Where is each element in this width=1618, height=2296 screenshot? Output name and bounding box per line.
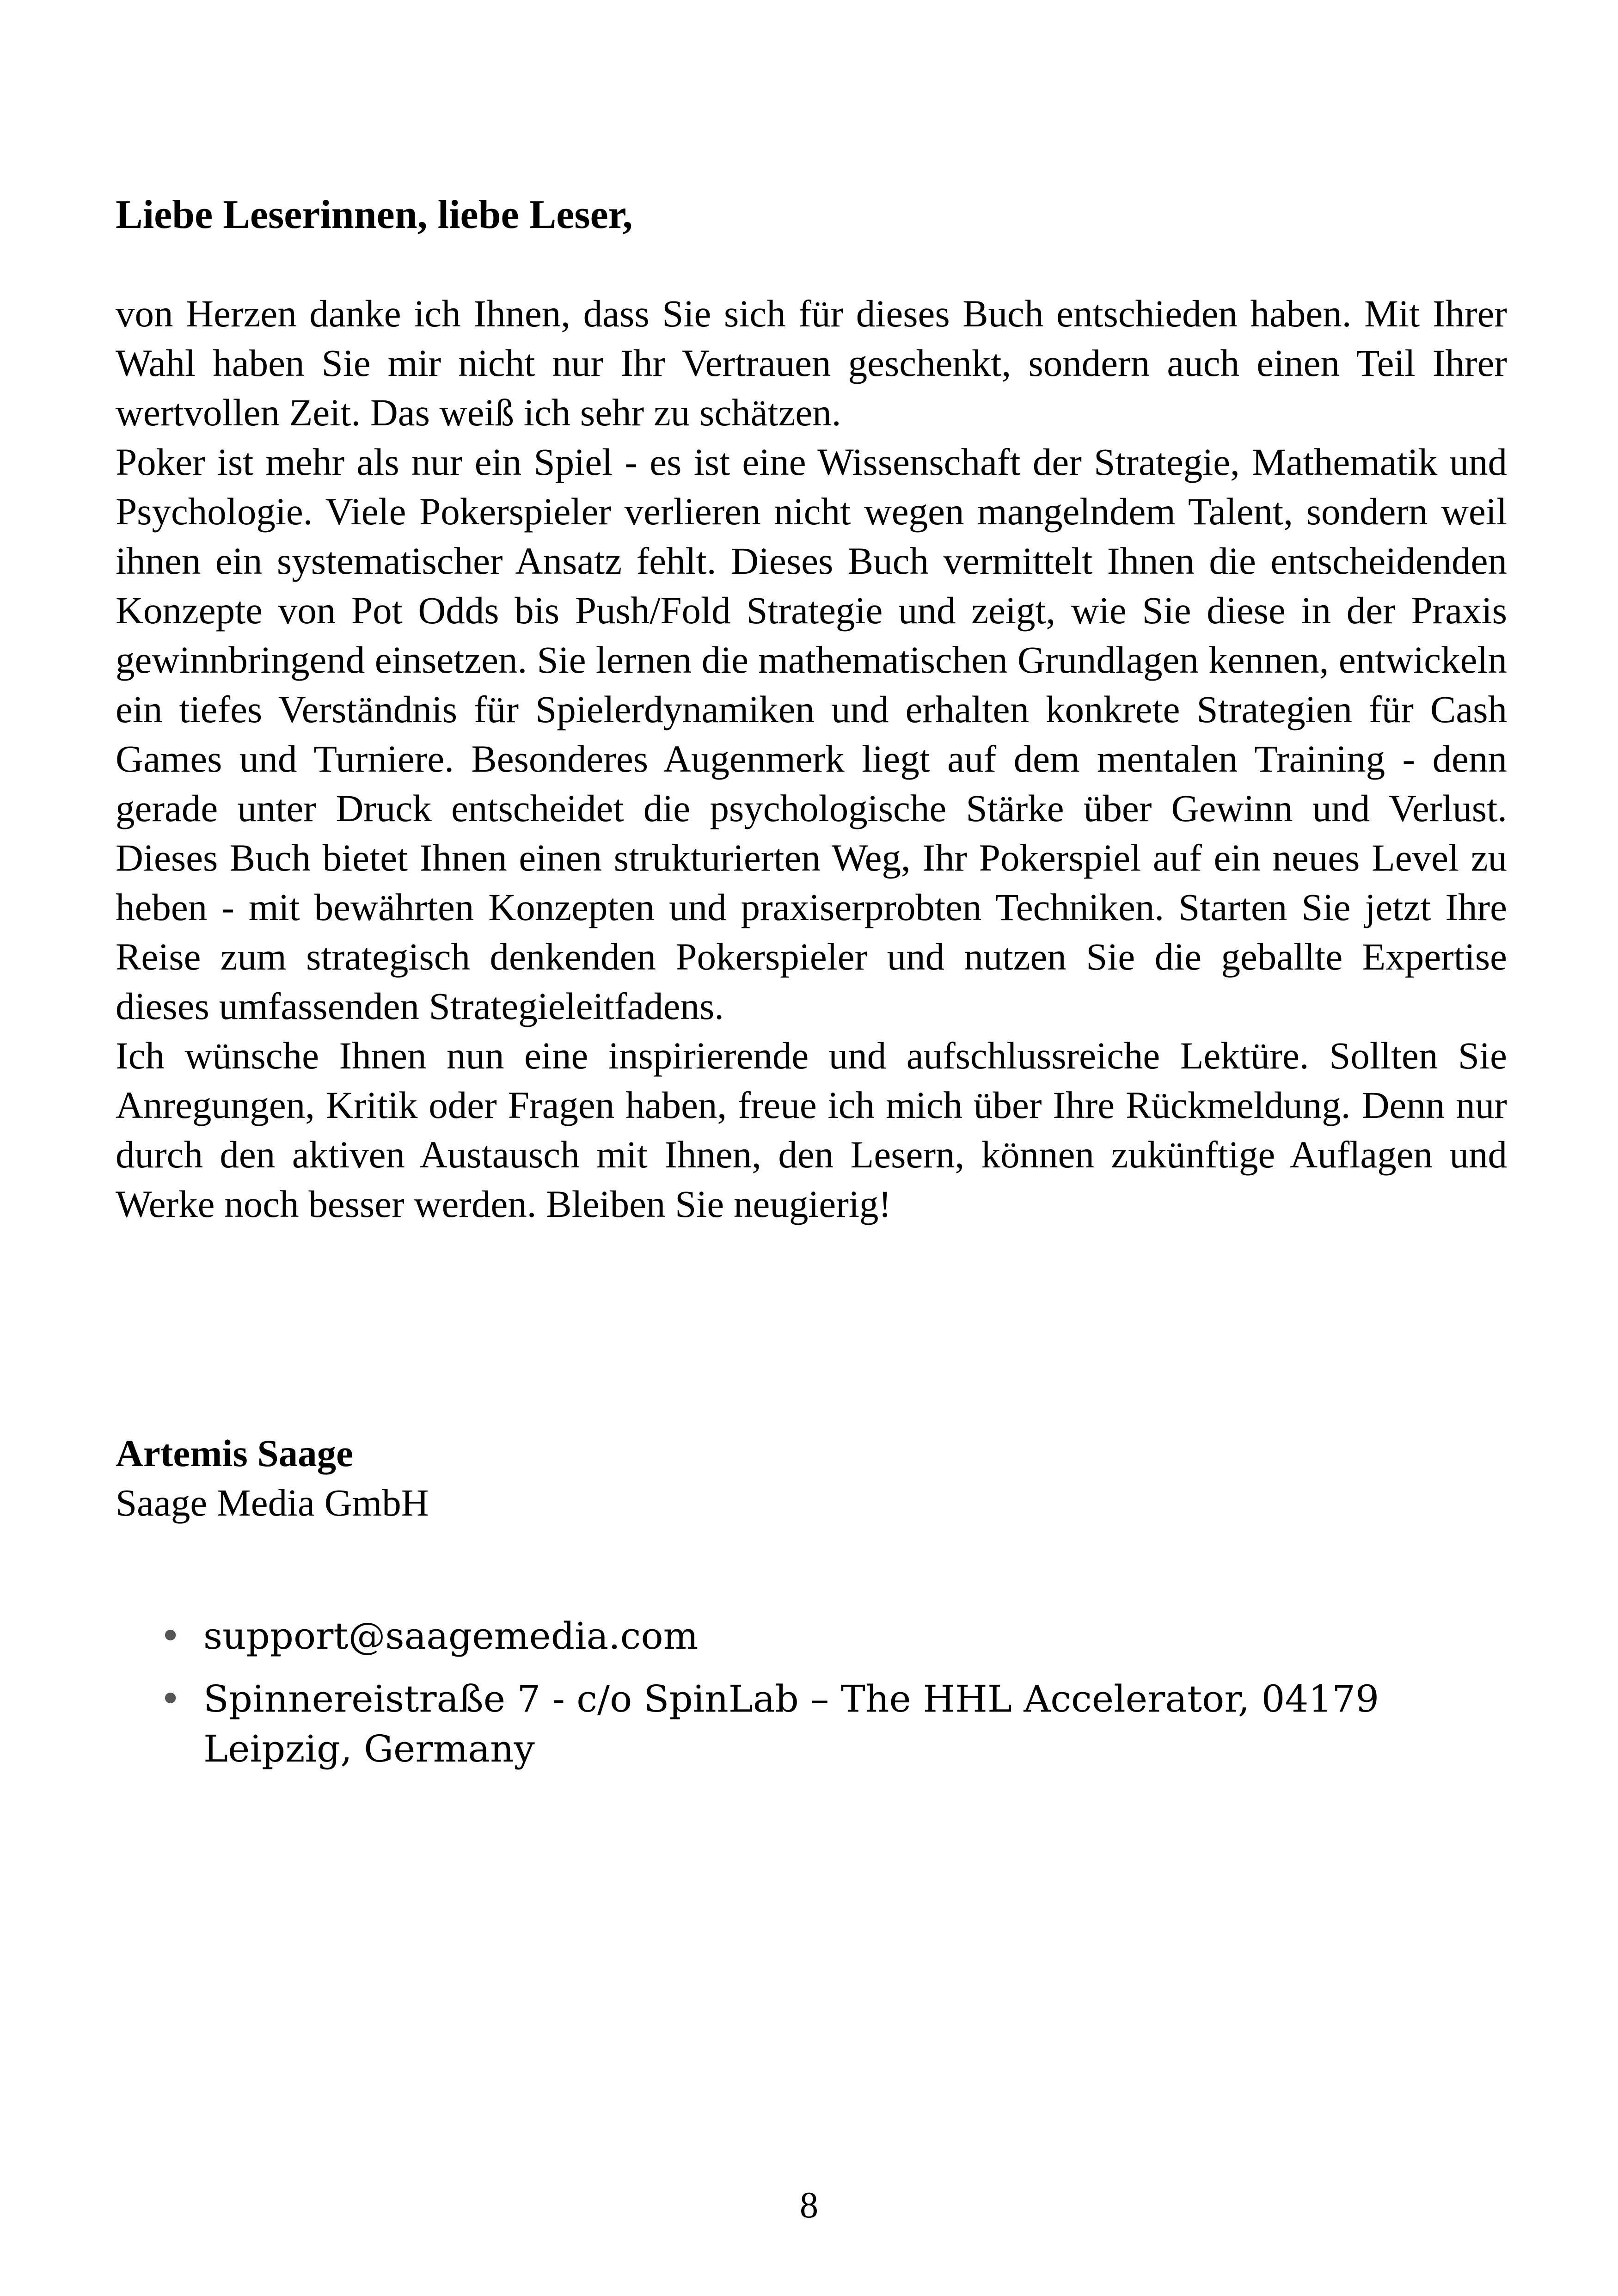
- signature-block: [116, 1429, 429, 1528]
- paragraph-thanks: von Herzen danke ich Ihnen, dass Sie sich für dieses Buch entschieden haben. Mit Ihrer Wahl haben Sie mir nicht nur Ihr Vertrauen geschenkt, sondern auch einen Teil Ihrer wertvollen Zeit. Das weiß ich sehr zu schätzen.: [116, 292, 1507, 434]
- contact-email-item: [159, 1611, 1500, 1661]
- contact-email: support@saagemedia.com: [203, 1615, 699, 1658]
- company-name: Saage Media GmbH: [116, 1481, 429, 1524]
- author-name: Artemis Saage: [116, 1432, 354, 1474]
- paragraph-book-summary: Poker ist mehr als nur ein Spiel - es ist eine Wissenschaft der Strategie, Mathematik und Psychologie. Viele Pokerspieler verlieren nicht wegen mangelndem Talent, sondern weil ihnen ein systematischer Ansatz fehlt. Dieses Buch vermittelt Ihnen die entscheidenden Konzepte von Pot Odds bis Push/Fold Strategie und zeigt, wie Sie diese in der Praxis gewinnbringend einsetzen. Sie lernen die mathematischen Grundlagen kennen, entwickeln ein tiefes Verständnis für Spielerdynamiken und erhalten konkrete Strategien für Cash Games und Turniere. Besonderes Augenmerk liegt auf dem mentalen Training - denn gerade unter Druck entscheidet die psychologische Stärke über Gewinn und Verlust. Dieses Buch bietet Ihnen einen strukturierten Weg, Ihr Pokerspiel auf ein neues Level zu heben - mit bewährten Konzepten und praxiserprobten Techniken. Starten Sie jetzt Ihre Reise zum strategisch denkenden Pokerspieler und nutzen Sie die geballte Expertise dieses umfassenden Strategieleitfadens.: [116, 441, 1507, 1027]
- paragraph-closing: Ich wünsche Ihnen nun eine inspirierende und aufschlussreiche Lektüre. Sollten Sie Anregungen, Kritik oder Fragen haben, freue ich mich über Ihre Rückmeldung. Denn nur durch den aktiven Austausch mit Ihnen, den Lesern, können zukünftige Auflagen und Werke noch besser werden. Bleiben Sie neugierig!: [116, 1034, 1507, 1225]
- contact-address-item: [159, 1674, 1500, 1774]
- page-number: 8: [800, 2185, 818, 2226]
- letter-greeting: Liebe Leserinnen, liebe Leser,: [116, 192, 633, 237]
- letter-body: [116, 289, 1507, 1229]
- contact-list: [159, 1611, 1500, 1787]
- bullet-icon: •: [159, 1615, 182, 1658]
- contact-address: Spinnereistraße 7 - c/o SpinLab – The HHL Accelerator, 04179 Leipzig, Germany: [203, 1677, 1379, 1770]
- bullet-icon: •: [159, 1677, 182, 1720]
